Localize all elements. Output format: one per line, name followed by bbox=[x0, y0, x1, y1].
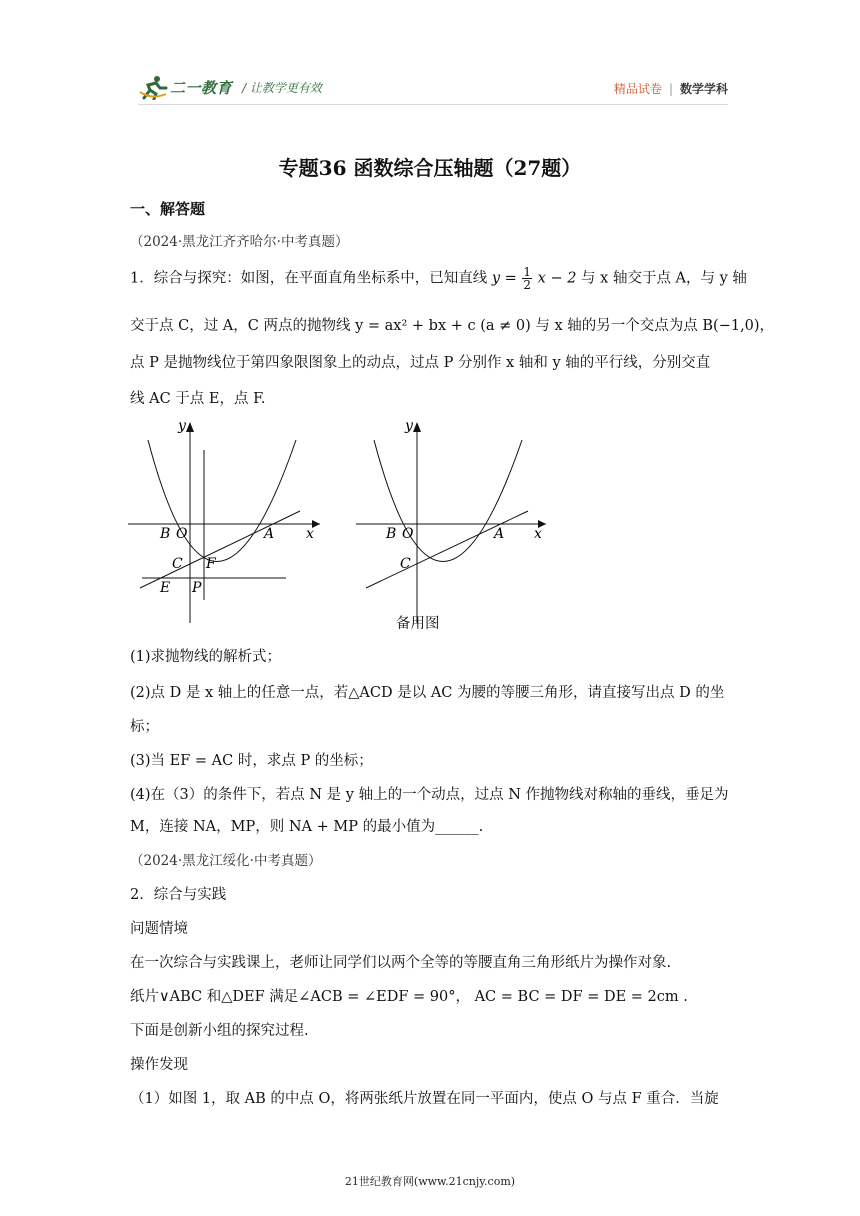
q2-text3: 下面是创新小组的探究过程. bbox=[130, 1023, 309, 1039]
q1-source: （2024·黑龙江齐齐哈尔·中考真题） bbox=[130, 234, 349, 250]
label-x-2: x bbox=[534, 526, 542, 542]
label-B-2: B bbox=[386, 526, 397, 542]
label-O-2: O bbox=[402, 526, 414, 542]
tag-label: 精品试卷 bbox=[613, 82, 662, 96]
q1-line2: 交于点 C，过 A，C 两点的抛物线 y = ax² + bx + c (a ≠ 0) 与 x 轴的另一个交点为点 B(−1,0)， bbox=[130, 318, 775, 334]
q2-text1: 在一次综合与实践课上，老师让同学们以两个全等的等腰直角三角形纸片为操作对象. bbox=[130, 955, 672, 971]
fraction-denominator: 2 bbox=[523, 278, 532, 292]
label-A-2: A bbox=[494, 526, 505, 542]
q1-sub3: (3)当 EF = AC 时，求点 P 的坐标； bbox=[130, 753, 373, 769]
q1-line1-text: 1．综合与探究：如图，在平面直角坐标系中，已知直线 bbox=[130, 270, 488, 287]
page-title: 专题36 函数综合压轴题（27题） bbox=[278, 156, 582, 180]
section-heading: 一、解答题 bbox=[130, 200, 206, 218]
logo-text: 二一教育 bbox=[170, 78, 233, 97]
label-F: F bbox=[206, 556, 216, 572]
header-separator: | bbox=[668, 82, 673, 96]
q1-sub4a: (4)在（3）的条件下，若点 N 是 y 轴上的一个动点，过点 N 作抛物线对称轴的垂线，垂足为 bbox=[130, 787, 729, 803]
label-C-2: C bbox=[400, 556, 411, 572]
subject-label: 数学学科 bbox=[679, 82, 728, 96]
label-P: P bbox=[192, 580, 202, 596]
label-y-2: y bbox=[405, 418, 413, 434]
fraction-numerator: 1 bbox=[523, 265, 532, 279]
figure-caption: 备用图 bbox=[396, 616, 440, 632]
q1-line3: 点 P 是抛物线位于第四象限图象上的动点，过点 P 分别作 x 轴和 y 轴的平行线，分别交直 bbox=[130, 355, 711, 371]
q1-line1 bbox=[130, 266, 747, 291]
q1-line4: 线 AC 于点 E，点 F. bbox=[130, 391, 266, 407]
runner-logo-icon bbox=[138, 74, 168, 100]
q1-sub4b: M，连接 NA，MP，则 NA + MP 的最小值为______. bbox=[130, 819, 484, 835]
eq-right: x − 2 bbox=[537, 270, 577, 287]
q2-label-situation: 问题情境 bbox=[130, 921, 188, 937]
label-B: B bbox=[160, 526, 171, 542]
label-C: C bbox=[172, 556, 183, 572]
label-y: y bbox=[178, 418, 186, 434]
label-x: x bbox=[306, 526, 314, 542]
parabola-figures bbox=[128, 418, 568, 633]
q1-sub1: (1)求抛物线的解析式； bbox=[130, 649, 282, 665]
logo bbox=[138, 74, 322, 100]
figure-main bbox=[128, 418, 320, 623]
label-O: O bbox=[176, 526, 188, 542]
q2-text4: （1）如图 1，取 AB 的中点 O，将两张纸片放置在同一平面内，使点 O 与点 F 重合．当旋 bbox=[130, 1091, 719, 1107]
q1-sub2a: (2)点 D 是 x 轴上的任意一点，若△ACD 是以 AC 为腰的等腰三角形，请直接写出点 D 的坐 bbox=[130, 685, 725, 701]
label-A: A bbox=[264, 526, 275, 542]
q1-line1-tail: 与 x 轴交于点 A，与 y 轴 bbox=[581, 270, 747, 287]
logo-slogan: / 让教学更有效 bbox=[242, 80, 322, 95]
label-E: E bbox=[160, 580, 171, 596]
q2-title: 2．综合与实践 bbox=[130, 887, 227, 903]
header-tags bbox=[614, 80, 728, 97]
q2-source: （2024·黑龙江绥化·中考真题） bbox=[130, 853, 322, 869]
q2-label-operation: 操作发现 bbox=[130, 1057, 188, 1073]
q1-sub2b: 标； bbox=[130, 719, 159, 735]
fraction bbox=[522, 266, 532, 291]
page-header bbox=[138, 70, 728, 104]
header-divider bbox=[138, 104, 728, 105]
figure-backup bbox=[356, 418, 546, 623]
q2-text2: 纸片∨ABC 和△DEF 满足∠ACB = ∠EDF = 90°， AC = BC = DF = DE = 2cm . bbox=[130, 989, 688, 1005]
page-footer: 21世纪教育网(www.21cnjy.com) bbox=[344, 1175, 516, 1188]
eq-left: y = bbox=[491, 270, 517, 287]
